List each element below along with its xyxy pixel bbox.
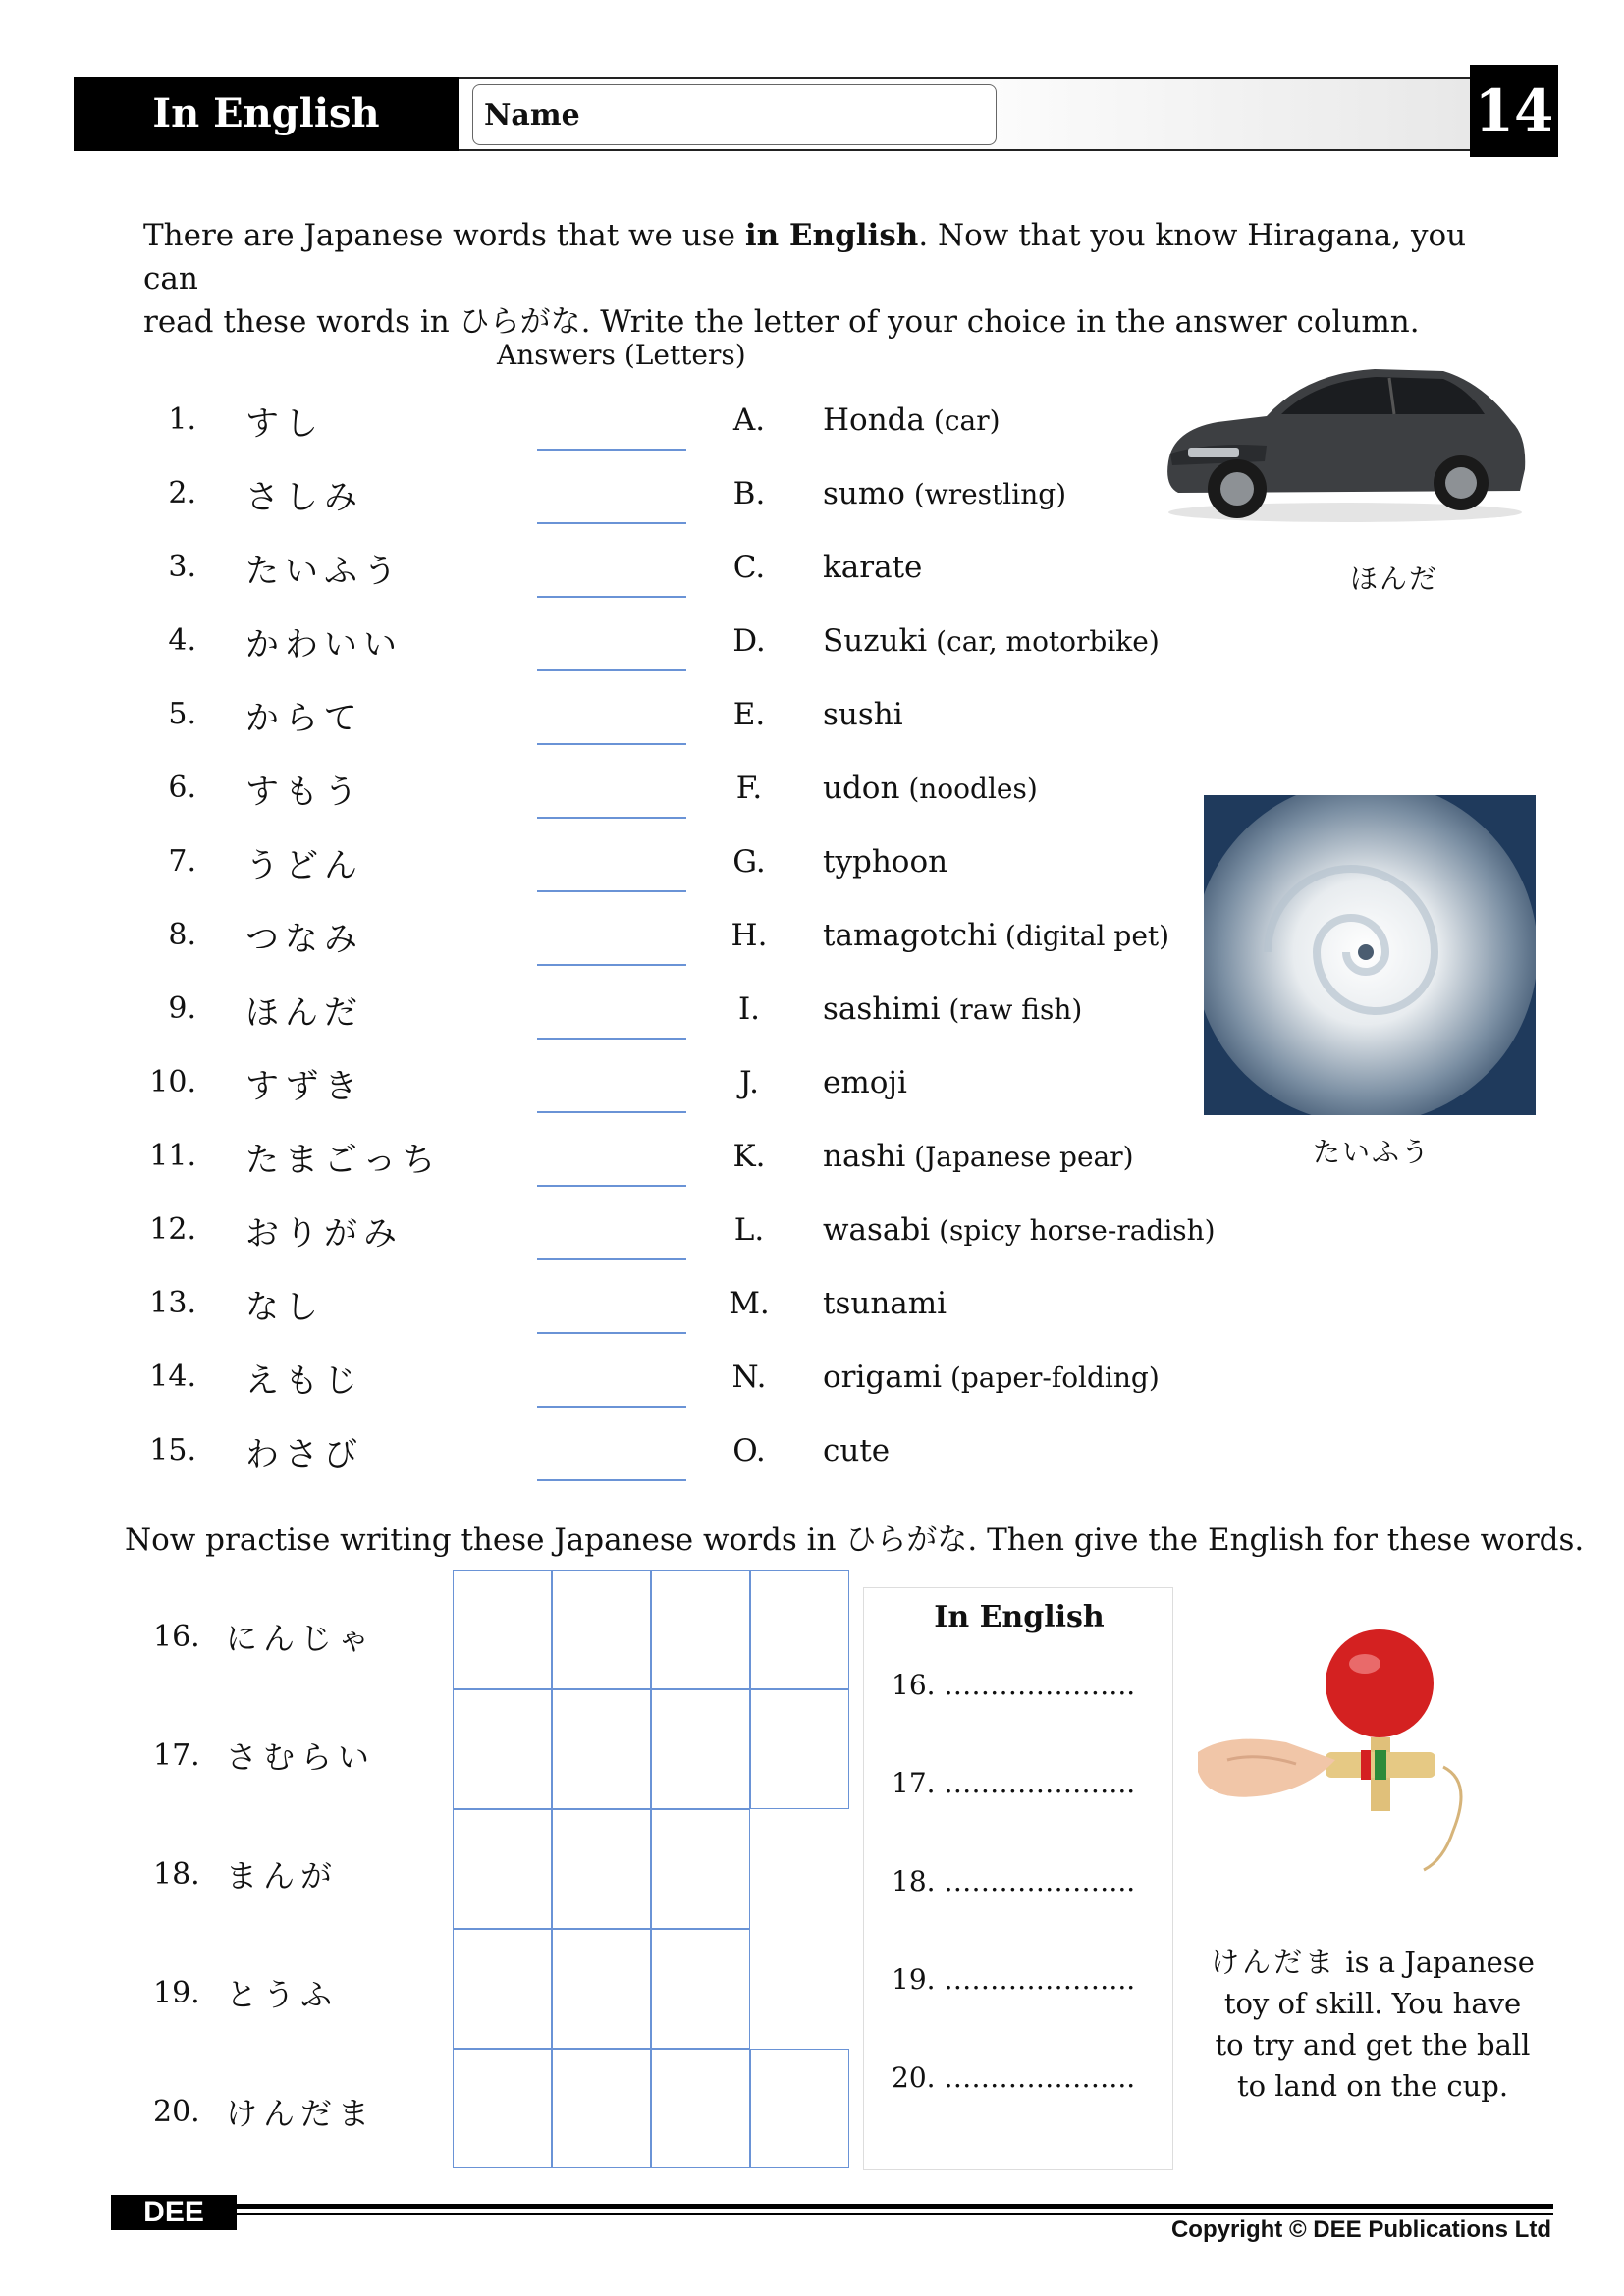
question-number: 6. [168, 771, 196, 805]
grid-cell[interactable] [651, 1929, 750, 2049]
question-number: 11. [149, 1139, 196, 1173]
practice-number: 16. [153, 1620, 200, 1654]
option-text: karate [823, 550, 923, 585]
option-letter: K. [732, 1139, 766, 1174]
grid-cell[interactable] [651, 1809, 750, 1929]
english-answers-panel [863, 1587, 1173, 2170]
name-label: Name [484, 98, 580, 133]
option-letter: C. [732, 550, 766, 585]
question-number: 10. [149, 1065, 196, 1099]
instructions: There are Japanese words that we use in English. Now that you know Hiragana, you can read these words in ひらがな. Write the letter of your choice in the answer column. [143, 218, 1467, 340]
answer-blank[interactable] [537, 522, 686, 524]
option-letter: E. [732, 697, 766, 732]
footer-rule [237, 2204, 1553, 2209]
typhoon-caption: たいふう [1313, 1136, 1432, 1168]
option-letter: D. [732, 623, 766, 659]
question-hiragana: えもじ [245, 1362, 363, 1401]
question-hiragana: すずき [245, 1067, 364, 1106]
question-number: 14. [149, 1360, 196, 1394]
option-text: Honda (car) [823, 402, 1001, 438]
option-letter: B. [732, 476, 766, 511]
option-text: wasabi (spicy horse-radish) [823, 1212, 1216, 1248]
question-number: 4. [168, 623, 196, 658]
question-number: 8. [168, 918, 196, 952]
question-hiragana: すもう [245, 773, 363, 812]
question-hiragana: ほんだ [245, 993, 363, 1033]
question-number: 2. [168, 476, 196, 510]
english-answer-line[interactable]: 18. ………………... [892, 1865, 1136, 1897]
grid-cell[interactable] [651, 1689, 750, 1809]
option-text: tamagotchi (digital pet) [823, 918, 1170, 953]
question-hiragana: つなみ [245, 920, 363, 959]
question-number: 7. [168, 844, 196, 879]
option-text: tsunami [823, 1286, 947, 1321]
grid-cell[interactable] [552, 1689, 651, 1809]
question-hiragana: たまごっち [245, 1141, 442, 1180]
kendama-description: けんだま is a Japanese toy of skill. You have to try and get the ball to land on the cup. [1211, 1946, 1535, 2103]
option-text: udon (noodles) [823, 771, 1038, 806]
question-number: 3. [168, 550, 196, 584]
question-hiragana: かわいい [245, 625, 403, 665]
grid-cell[interactable] [453, 1689, 552, 1809]
grid-cell[interactable] [453, 1809, 552, 1929]
option-letter: A. [732, 402, 766, 438]
answer-blank[interactable] [537, 596, 686, 598]
option-text: typhoon [823, 844, 948, 880]
option-text: sushi [823, 697, 903, 732]
grid-cell[interactable] [552, 1570, 651, 1689]
car-caption: ほんだ [1350, 562, 1439, 595]
question-hiragana: さしみ [245, 478, 363, 517]
grid-cell[interactable] [453, 1570, 552, 1689]
practice-number: 18. [153, 1857, 200, 1892]
answers-header: Answers (Letters) [497, 339, 746, 371]
answer-blank[interactable] [537, 1332, 686, 1334]
grid-cell[interactable] [453, 2049, 552, 2168]
option-letter: G. [732, 844, 766, 880]
option-text: nashi (Japanese pear) [823, 1139, 1134, 1174]
option-text: Suzuki (car, motorbike) [823, 623, 1160, 659]
grid-cell[interactable] [651, 2049, 750, 2168]
question-number: 5. [168, 697, 196, 731]
page-number: 14 [1470, 65, 1558, 157]
practice-hiragana: けんだま [226, 2095, 376, 2132]
practice-hiragana: さむらい [226, 1738, 376, 1776]
answer-blank[interactable] [537, 743, 686, 745]
option-letter: N. [731, 1360, 767, 1395]
answer-blank[interactable] [537, 1038, 686, 1040]
practice-instructions: Now practise writing these Japanese words in ひらがな. Then give the English for these words. [125, 1522, 1585, 1558]
question-hiragana: すし [245, 404, 324, 444]
grid-cell[interactable] [750, 1689, 849, 1809]
kendama-image [1188, 1595, 1551, 1919]
grid-cell[interactable] [453, 1929, 552, 2049]
question-number: 13. [149, 1286, 196, 1320]
question-hiragana: わさび [245, 1435, 363, 1474]
practice-hiragana: とうふ [226, 1976, 339, 2013]
footer-rule-thin [237, 2213, 1553, 2215]
question-hiragana: おりがみ [245, 1214, 403, 1254]
writing-grid [453, 1570, 851, 2170]
question-hiragana: うどん [245, 846, 363, 885]
answer-blank[interactable] [537, 964, 686, 966]
practice-number: 19. [153, 1976, 200, 2010]
option-letter: O. [732, 1433, 766, 1468]
grid-cell[interactable] [750, 2049, 849, 2168]
copyright: Copyright © DEE Publications Ltd [1170, 2216, 1551, 2243]
practice-hiragana: にんじゃ [226, 1620, 376, 1657]
question-number: 12. [149, 1212, 196, 1247]
english-answer-line[interactable]: 20. ………………... [892, 2061, 1136, 2094]
answer-blank[interactable] [537, 890, 686, 892]
answer-blank[interactable] [537, 1406, 686, 1408]
grid-cell[interactable] [552, 1809, 651, 1929]
worksheet-title: In English [74, 77, 459, 151]
answer-blank[interactable] [537, 1111, 686, 1113]
question-hiragana: からて [245, 699, 363, 738]
grid-cell[interactable] [750, 1570, 849, 1689]
option-text: sashimi (raw fish) [823, 991, 1083, 1027]
option-text: cute [823, 1433, 891, 1468]
english-panel-title: In English [934, 1600, 1105, 1634]
option-text: sumo (wrestling) [823, 476, 1067, 511]
question-hiragana: なし [245, 1288, 324, 1327]
practice-number: 17. [153, 1738, 200, 1773]
option-letter: F. [735, 771, 763, 806]
option-letter: I. [737, 991, 761, 1027]
question-hiragana: たいふう [245, 552, 403, 591]
option-letter: L. [733, 1212, 765, 1248]
answer-blank[interactable] [537, 1479, 686, 1481]
answer-blank[interactable] [537, 669, 686, 671]
question-number: 9. [168, 991, 196, 1026]
grid-cell[interactable] [552, 1929, 651, 2049]
english-answer-line[interactable]: 17. ………………... [892, 1767, 1136, 1799]
english-answer-line[interactable]: 19. ………………... [892, 1963, 1136, 1996]
question-number: 15. [149, 1433, 196, 1468]
option-text: origami (paper-folding) [823, 1360, 1160, 1395]
answer-blank[interactable] [537, 449, 686, 451]
answer-blank[interactable] [537, 1258, 686, 1260]
english-answer-line[interactable]: 16. ………………... [892, 1669, 1136, 1701]
typhoon-image [1204, 795, 1536, 1115]
practice-hiragana: まんが [226, 1857, 339, 1895]
answer-blank[interactable] [537, 817, 686, 819]
option-letter: M. [729, 1286, 770, 1321]
option-letter: H. [731, 918, 768, 953]
answer-blank[interactable] [537, 1185, 686, 1187]
car-image [1149, 344, 1532, 530]
practice-number: 20. [153, 2095, 200, 2129]
option-letter: J. [739, 1065, 759, 1100]
option-text: emoji [823, 1065, 907, 1100]
question-number: 1. [168, 402, 196, 437]
grid-cell[interactable] [552, 2049, 651, 2168]
publisher-logo: DEE [111, 2195, 237, 2230]
grid-cell[interactable] [651, 1570, 750, 1689]
